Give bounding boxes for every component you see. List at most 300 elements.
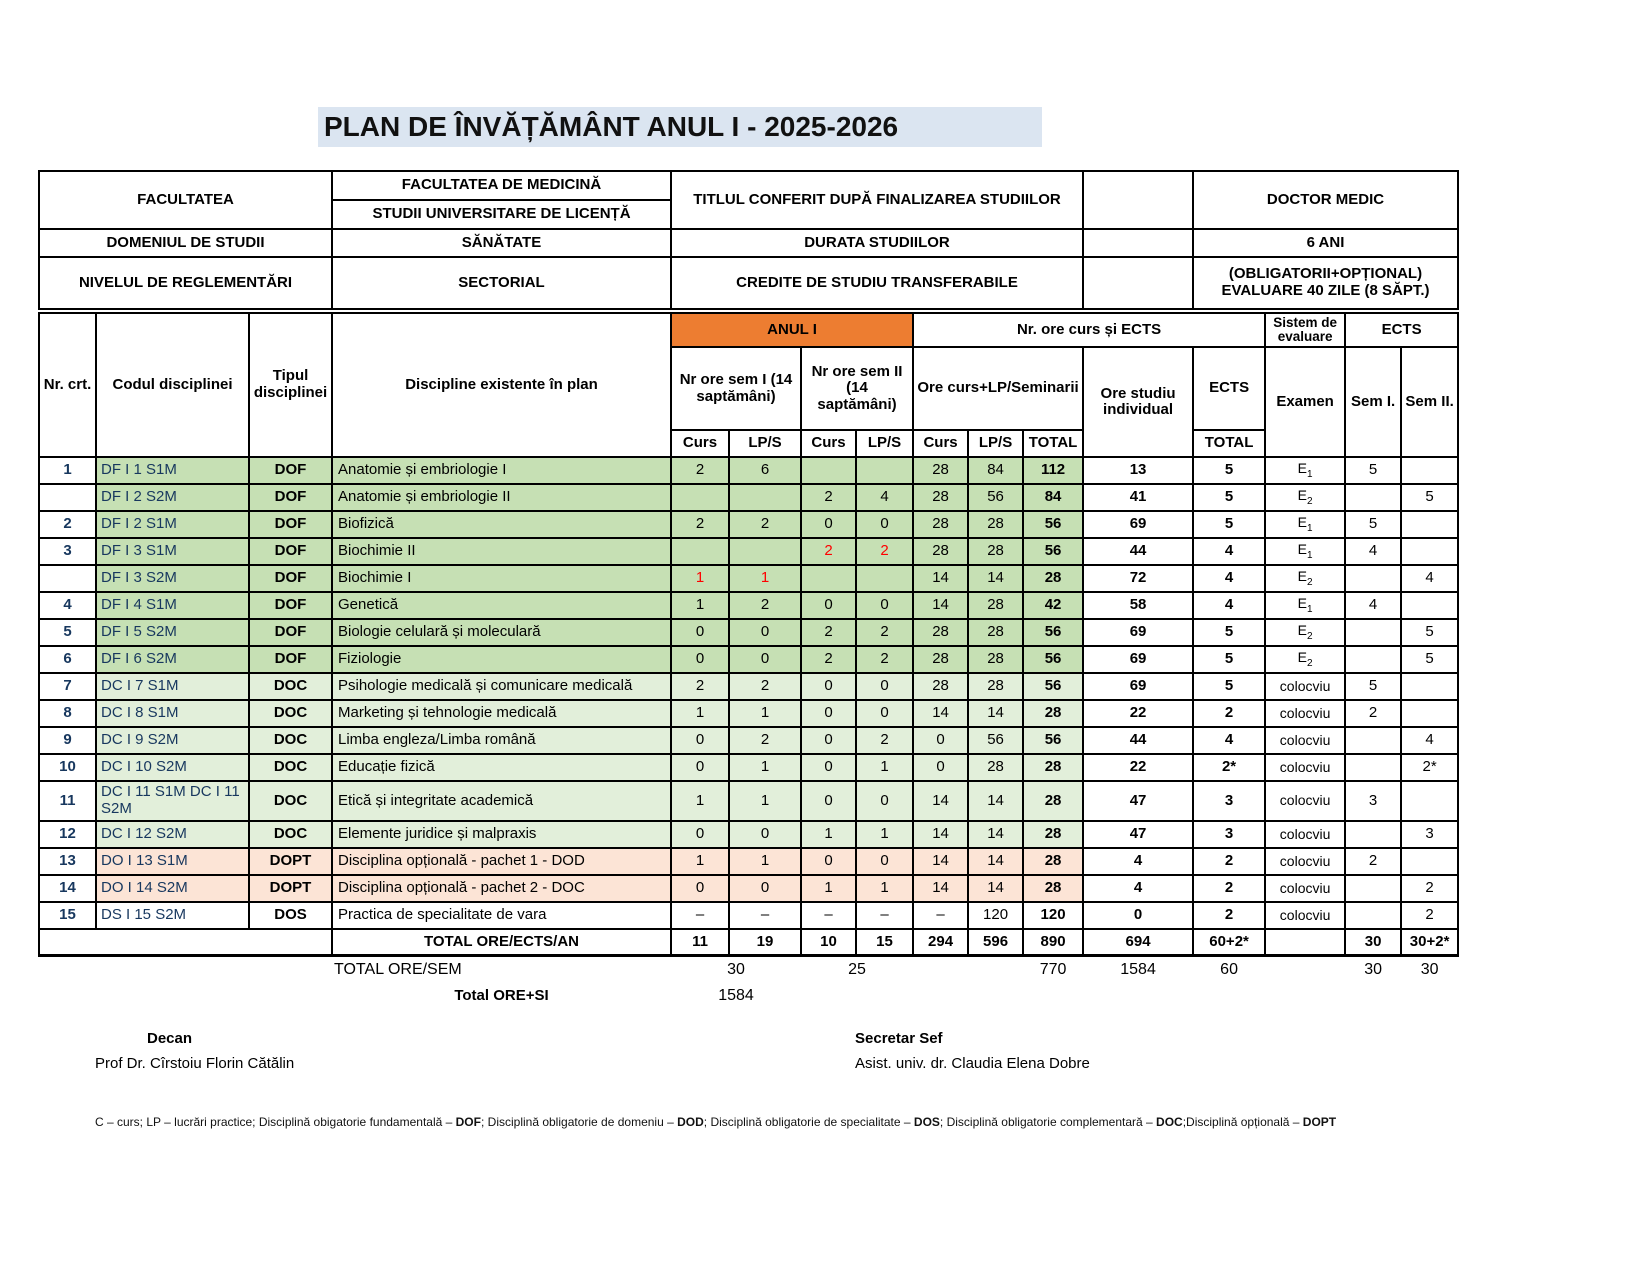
credite-value-line2: EVALUARE 40 ZILE (8 SĂPT.) [1221, 282, 1430, 299]
cell-c2: – [801, 902, 856, 929]
cell-sem2: 5 [1401, 646, 1458, 673]
cell-tip: DOC [249, 700, 332, 727]
cell-ects: 4 [1193, 565, 1265, 592]
cell-c2: 2 [801, 538, 856, 565]
cell-name: Marketing și tehnologie medicală [332, 700, 671, 727]
cell-c1: 1 [671, 592, 729, 619]
legend-text: ; Disciplină obligatorie de specialitate – [703, 1115, 914, 1129]
header-curs-1: Curs [671, 430, 729, 457]
cell-c2: 1 [801, 875, 856, 902]
cell-code: DF I 2 S1M [96, 511, 249, 538]
cell-lpT: 28 [968, 673, 1023, 700]
header-curs-total: Curs [913, 430, 968, 457]
cell-sem1 [1345, 619, 1401, 646]
total-an-label: TOTAL ORE/ECTS/AN [332, 929, 671, 956]
cell-c1: 1 [671, 565, 729, 592]
legend-text: ; Disciplină obligatorie complementară – [939, 1115, 1157, 1129]
cell-sem2: 4 [1401, 565, 1458, 592]
cell-total: 84 [1023, 484, 1083, 511]
table-row [39, 781, 1458, 821]
cell-total: 28 [1023, 700, 1083, 727]
cell-total: 28 [1023, 821, 1083, 848]
table-row [39, 646, 1458, 673]
cell-exam: $E_1$ [1265, 538, 1345, 565]
table-row [39, 848, 1458, 875]
cell-code: DF I 3 S2M [96, 565, 249, 592]
cell-nr: 2 [39, 511, 96, 538]
cell-code: DC I 9 S2M [96, 727, 249, 754]
cell-tip: DOPT [249, 875, 332, 902]
cell-c2: 0 [801, 754, 856, 781]
cell-total: 28 [1023, 754, 1083, 781]
total-si-value: 1584 [671, 983, 801, 1010]
cell-cT: 14 [913, 592, 968, 619]
cell-si: 47 [1083, 781, 1193, 821]
cell-cT: 28 [913, 484, 968, 511]
cell-lpT: 14 [968, 565, 1023, 592]
cell-c1: 0 [671, 754, 729, 781]
cell-exam: $E_1$ [1265, 457, 1345, 484]
header-nr-crt: Nr. crt. [39, 313, 96, 457]
durata-value: 6 ANI [1193, 229, 1458, 257]
cell-c2: 0 [801, 673, 856, 700]
cell-sem2: 2 [1401, 875, 1458, 902]
cell-name: Educație fizică [332, 754, 671, 781]
header-ore-curs-lp: Ore curs+LP/Seminarii [913, 347, 1083, 430]
cell-tip: DOF [249, 619, 332, 646]
cell-c2: 2 [801, 619, 856, 646]
cell-lpT: 120 [968, 902, 1023, 929]
page-title: PLAN DE ÎNVĂȚĂMÂNT ANUL I - 2025-2026 [318, 107, 1042, 147]
exam-subscript: 1 [1306, 469, 1313, 481]
table-row [39, 484, 1458, 511]
cell-ects: 5 [1193, 511, 1265, 538]
cell-lp2: 1 [856, 754, 913, 781]
table-row [39, 700, 1458, 727]
cell-lp2: 2 [856, 646, 913, 673]
cell-lpT: 14 [968, 781, 1023, 821]
cell-tip: DOF [249, 646, 332, 673]
total-an-empty [39, 929, 332, 956]
cell-sem1: 5 [1345, 673, 1401, 700]
cell-name: Biochimie II [332, 538, 671, 565]
cell-tip: DOF [249, 565, 332, 592]
nivelul-value: SECTORIAL [332, 257, 671, 309]
cell-total: 56 [1023, 646, 1083, 673]
cell-si: 69 [1083, 511, 1193, 538]
cell-tip: DOF [249, 511, 332, 538]
legend-abbreviation: DOS [913, 1115, 940, 1129]
cell-lp1: 2 [729, 727, 801, 754]
cell-lpT: 56 [968, 727, 1023, 754]
cell-cT: 14 [913, 875, 968, 902]
cell-nr: 3 [39, 538, 96, 565]
cell-sem2: 5 [1401, 484, 1458, 511]
cell-lpT: 28 [968, 538, 1023, 565]
header-anul-i: ANUL I [671, 313, 913, 347]
cell-cT: 14 [913, 821, 968, 848]
total-an-lp1: 19 [729, 929, 801, 956]
cell-nr: 11 [39, 781, 96, 821]
cell-sem1 [1345, 902, 1401, 929]
cell-total: 28 [1023, 565, 1083, 592]
cell-lpT: 28 [968, 592, 1023, 619]
cell-sem2: 2* [1401, 754, 1458, 781]
cell-lp1: 1 [729, 565, 801, 592]
cell-si: 47 [1083, 821, 1193, 848]
cell-lp2: 0 [856, 700, 913, 727]
cell-name: Anatomie și embriologie II [332, 484, 671, 511]
cell-name: Biochimie I [332, 565, 671, 592]
plan-table [38, 312, 1459, 1010]
cell-tip: DOF [249, 457, 332, 484]
cell-cT: 28 [913, 673, 968, 700]
legend-text: ; Disciplină obligatorie de domeniu – [480, 1115, 678, 1129]
cell-ects: 5 [1193, 646, 1265, 673]
cell-tip: DOF [249, 484, 332, 511]
cell-c1 [671, 538, 729, 565]
cell-si: 69 [1083, 646, 1193, 673]
cell-c1 [671, 484, 729, 511]
cell-sem2 [1401, 781, 1458, 821]
cell-lp1: 1 [729, 754, 801, 781]
total-sem-row [39, 956, 1458, 983]
cell-lpT: 14 [968, 848, 1023, 875]
legend-abbreviation: DOF [455, 1115, 481, 1129]
exam-subscript: 1 [1306, 604, 1313, 616]
cell-name: Limba engleza/Limba română [332, 727, 671, 754]
total-an-lp2: 15 [856, 929, 913, 956]
legend-abbreviation: DOC [1156, 1115, 1183, 1129]
cell-sem1: 5 [1345, 511, 1401, 538]
cell-cT: 14 [913, 848, 968, 875]
cell-sem1: 4 [1345, 538, 1401, 565]
cell-sem2 [1401, 457, 1458, 484]
cell-total: 112 [1023, 457, 1083, 484]
cell-name: Biologie celulară și moleculară [332, 619, 671, 646]
cell-lpT: 56 [968, 484, 1023, 511]
cell-total: 120 [1023, 902, 1083, 929]
cell-ects: 2 [1193, 848, 1265, 875]
cell-si: 4 [1083, 875, 1193, 902]
cell-lp2: 0 [856, 673, 913, 700]
total-sem-si: 1584 [1083, 956, 1193, 983]
cell-nr: 8 [39, 700, 96, 727]
cell-lp2: 2 [856, 727, 913, 754]
cell-code: DC I 11 S1M DC I 11 S2M [96, 781, 249, 821]
cell-c1: 0 [671, 619, 729, 646]
nivelul-label: NIVELUL DE REGLEMENTĂRI [39, 257, 332, 309]
total-an-lps: 596 [968, 929, 1023, 956]
cell-lp2: 2 [856, 538, 913, 565]
cell-exam: $E_2$ [1265, 619, 1345, 646]
cell-nr: 1 [39, 457, 96, 484]
cell-lp1 [729, 538, 801, 565]
total-sem-i: 30 [671, 956, 801, 983]
cell-exam: colocviu [1265, 848, 1345, 875]
total-sem-ii: 25 [801, 956, 913, 983]
table-row [39, 673, 1458, 700]
cell-lpT: 28 [968, 619, 1023, 646]
cell-sem1 [1345, 727, 1401, 754]
cell-lpT: 28 [968, 754, 1023, 781]
facultatea-line1: FACULTATEA DE MEDICINĂ [332, 171, 671, 200]
total-an-sem2: 30+2* [1401, 929, 1458, 956]
header-sem1-ore: Nr ore sem I (14 saptămâni) [671, 347, 801, 430]
table-row [39, 511, 1458, 538]
header-lps-total: LP/S [968, 430, 1023, 457]
cell-sem2 [1401, 673, 1458, 700]
cell-total: 56 [1023, 511, 1083, 538]
cell-sem1: 2 [1345, 700, 1401, 727]
domeniul-value: SĂNĂTATE [332, 229, 671, 257]
facultatea-label: FACULTATEA [39, 171, 332, 229]
cell-lpT: 14 [968, 875, 1023, 902]
cell-exam: colocviu [1265, 875, 1345, 902]
cell-name: Psihologie medicală și comunicare medicală [332, 673, 671, 700]
legend-text: ;Disciplină opțională – [1182, 1115, 1303, 1129]
header-ects-col: ECTS [1193, 347, 1265, 430]
cell-name: Etică și integritate academică [332, 781, 671, 821]
total-sem-sem1: 30 [1345, 956, 1401, 983]
cell-code: DF I 1 S1M [96, 457, 249, 484]
cell-tip: DOS [249, 902, 332, 929]
cell-c2: 0 [801, 592, 856, 619]
cell-sem2: 3 [1401, 821, 1458, 848]
cell-cT: 14 [913, 781, 968, 821]
decan-name: Prof Dr. Cîrstoiu Florin Cătălin [95, 1055, 295, 1072]
total-sem-total: 770 [1023, 956, 1083, 983]
cell-lp2: 1 [856, 821, 913, 848]
header-sem2-ore: Nr ore sem II (14 saptămâni) [801, 347, 913, 430]
cell-sem2 [1401, 592, 1458, 619]
cell-code: DF I 3 S1M [96, 538, 249, 565]
exam-subscript: 2 [1306, 496, 1313, 508]
cell-code: DC I 10 S2M [96, 754, 249, 781]
cell-lp1: 0 [729, 875, 801, 902]
header-total-ects: TOTAL [1193, 430, 1265, 457]
cell-si: 58 [1083, 592, 1193, 619]
cell-sem1 [1345, 754, 1401, 781]
cell-exam: colocviu [1265, 700, 1345, 727]
table-row [39, 727, 1458, 754]
cell-total: 56 [1023, 673, 1083, 700]
info-table [38, 170, 1459, 310]
cell-sem2: 4 [1401, 727, 1458, 754]
cell-cT: 28 [913, 457, 968, 484]
cell-code: DC I 8 S1M [96, 700, 249, 727]
domeniul-label: DOMENIUL DE STUDII [39, 229, 332, 257]
cell-ects: 3 [1193, 781, 1265, 821]
cell-lp1: 1 [729, 700, 801, 727]
abbreviations-legend [95, 1112, 1440, 1133]
header-sistem-evaluare: Sistem de evaluare [1265, 313, 1345, 347]
cell-lp2: 2 [856, 619, 913, 646]
cell-ects: 2 [1193, 875, 1265, 902]
cell-code: DO I 14 S2M [96, 875, 249, 902]
cell-code: DF I 6 S2M [96, 646, 249, 673]
cell-c1: 0 [671, 727, 729, 754]
table-row [39, 592, 1458, 619]
cell-ects: 4 [1193, 538, 1265, 565]
header-lps-2: LP/S [856, 430, 913, 457]
cell-c1: 2 [671, 673, 729, 700]
cell-si: 13 [1083, 457, 1193, 484]
cell-sem1: 3 [1345, 781, 1401, 821]
cell-sem1 [1345, 565, 1401, 592]
cell-ects: 2* [1193, 754, 1265, 781]
cell-ects: 2 [1193, 902, 1265, 929]
cell-ects: 5 [1193, 673, 1265, 700]
cell-c1: 1 [671, 781, 729, 821]
cell-sem2 [1401, 848, 1458, 875]
total-an-total: 890 [1023, 929, 1083, 956]
cell-total: 28 [1023, 781, 1083, 821]
header-codul: Codul disciplinei [96, 313, 249, 457]
header-discipline: Discipline existente în plan [332, 313, 671, 457]
cell-code: DC I 7 S1M [96, 673, 249, 700]
header-sem-i: Sem I. [1345, 347, 1401, 457]
cell-cT: 14 [913, 700, 968, 727]
header-tipul: Tipul disciplinei [249, 313, 332, 457]
cell-total: 56 [1023, 727, 1083, 754]
cell-ects: 4 [1193, 727, 1265, 754]
cell-c1: 1 [671, 848, 729, 875]
cell-lpT: 28 [968, 511, 1023, 538]
cell-c2 [801, 457, 856, 484]
cell-nr [39, 565, 96, 592]
cell-lp1: 2 [729, 673, 801, 700]
cell-total: 28 [1023, 875, 1083, 902]
cell-cT: 0 [913, 754, 968, 781]
cell-tip: DOC [249, 781, 332, 821]
header-ects-group: ECTS [1345, 313, 1458, 347]
header-total-ore: TOTAL [1023, 430, 1083, 457]
cell-total: 42 [1023, 592, 1083, 619]
cell-cT: 0 [913, 727, 968, 754]
exam-subscript: 2 [1306, 577, 1313, 589]
cell-nr [39, 484, 96, 511]
cell-name: Genetică [332, 592, 671, 619]
cell-exam: $E_2$ [1265, 565, 1345, 592]
info-empty-cell-2 [1083, 229, 1193, 257]
cell-name: Disciplina opțională - pachet 1 - DOD [332, 848, 671, 875]
cell-lp2: 4 [856, 484, 913, 511]
total-an-exam [1265, 929, 1345, 956]
cell-lp1: 1 [729, 848, 801, 875]
cell-c2: 1 [801, 821, 856, 848]
cell-ects: 4 [1193, 592, 1265, 619]
cell-nr: 6 [39, 646, 96, 673]
cell-lp1: 1 [729, 781, 801, 821]
cell-ects: 2 [1193, 700, 1265, 727]
cell-exam: colocviu [1265, 727, 1345, 754]
cell-tip: DOF [249, 538, 332, 565]
cell-sem1: 4 [1345, 592, 1401, 619]
cell-lp1: 6 [729, 457, 801, 484]
cell-c1: – [671, 902, 729, 929]
cell-sem2: 2 [1401, 902, 1458, 929]
titlul-value: DOCTOR MEDIC [1193, 171, 1458, 229]
total-an-curs: 294 [913, 929, 968, 956]
credite-label: CREDITE DE STUDIU TRANSFERABILE [671, 257, 1083, 309]
legend-abbreviation: DOPT [1302, 1115, 1337, 1129]
total-an-ects: 60+2* [1193, 929, 1265, 956]
legend-text: C – curs; LP – lucrări practice; Disciplină obigatorie fundamentală – [95, 1115, 456, 1129]
cell-lp1: 0 [729, 619, 801, 646]
cell-si: 4 [1083, 848, 1193, 875]
cell-sem2 [1401, 511, 1458, 538]
plan-rows [39, 457, 1458, 929]
cell-lp2: 0 [856, 511, 913, 538]
cell-si: 44 [1083, 538, 1193, 565]
cell-tip: DOF [249, 592, 332, 619]
cell-exam: $E_1$ [1265, 511, 1345, 538]
titlul-label: TITLUL CONFERIT DUPĂ FINALIZAREA STUDIILOR [671, 171, 1083, 229]
cell-lp2 [856, 457, 913, 484]
cell-lp2: – [856, 902, 913, 929]
cell-exam: colocviu [1265, 821, 1345, 848]
cell-name: Disciplina opțională - pachet 2 - DOC [332, 875, 671, 902]
total-sem-label: TOTAL ORE/SEM [332, 956, 671, 983]
cell-c2: 0 [801, 781, 856, 821]
total-si-row [39, 983, 1458, 1010]
cell-name: Biofizică [332, 511, 671, 538]
cell-sem2 [1401, 538, 1458, 565]
cell-ects: 5 [1193, 484, 1265, 511]
total-an-sem1: 30 [1345, 929, 1401, 956]
cell-c2: 2 [801, 484, 856, 511]
cell-lp2: 0 [856, 592, 913, 619]
cell-cT: 14 [913, 565, 968, 592]
cell-cT: – [913, 902, 968, 929]
cell-ects: 5 [1193, 619, 1265, 646]
cell-code: DS I 15 S2M [96, 902, 249, 929]
cell-sem1: 2 [1345, 848, 1401, 875]
cell-sem2 [1401, 700, 1458, 727]
cell-sem1: 5 [1345, 457, 1401, 484]
exam-subscript: 2 [1306, 631, 1313, 643]
cell-c1: 0 [671, 821, 729, 848]
cell-c2: 0 [801, 511, 856, 538]
total-sem-ects: 60 [1193, 956, 1265, 983]
cell-name: Anatomie și embriologie I [332, 457, 671, 484]
cell-nr: 9 [39, 727, 96, 754]
table-row [39, 538, 1458, 565]
cell-c2: 0 [801, 727, 856, 754]
signature-secretar [855, 1030, 1090, 1072]
cell-lpT: 28 [968, 646, 1023, 673]
cell-tip: DOC [249, 727, 332, 754]
cell-c2 [801, 565, 856, 592]
cell-nr: 15 [39, 902, 96, 929]
cell-name: Practica de specialitate de vara [332, 902, 671, 929]
table-row [39, 902, 1458, 929]
cell-cT: 28 [913, 511, 968, 538]
cell-si: 69 [1083, 673, 1193, 700]
cell-nr: 14 [39, 875, 96, 902]
cell-si: 72 [1083, 565, 1193, 592]
cell-si: 41 [1083, 484, 1193, 511]
cell-nr: 13 [39, 848, 96, 875]
cell-exam: $E_2$ [1265, 484, 1345, 511]
cell-c2: 0 [801, 848, 856, 875]
cell-sem2: 5 [1401, 619, 1458, 646]
header-ore-studiu: Ore studiu individual [1083, 347, 1193, 457]
exam-subscript: 2 [1306, 658, 1313, 670]
total-si-label: Total ORE+SI [332, 983, 671, 1010]
cell-name: Fiziologie [332, 646, 671, 673]
